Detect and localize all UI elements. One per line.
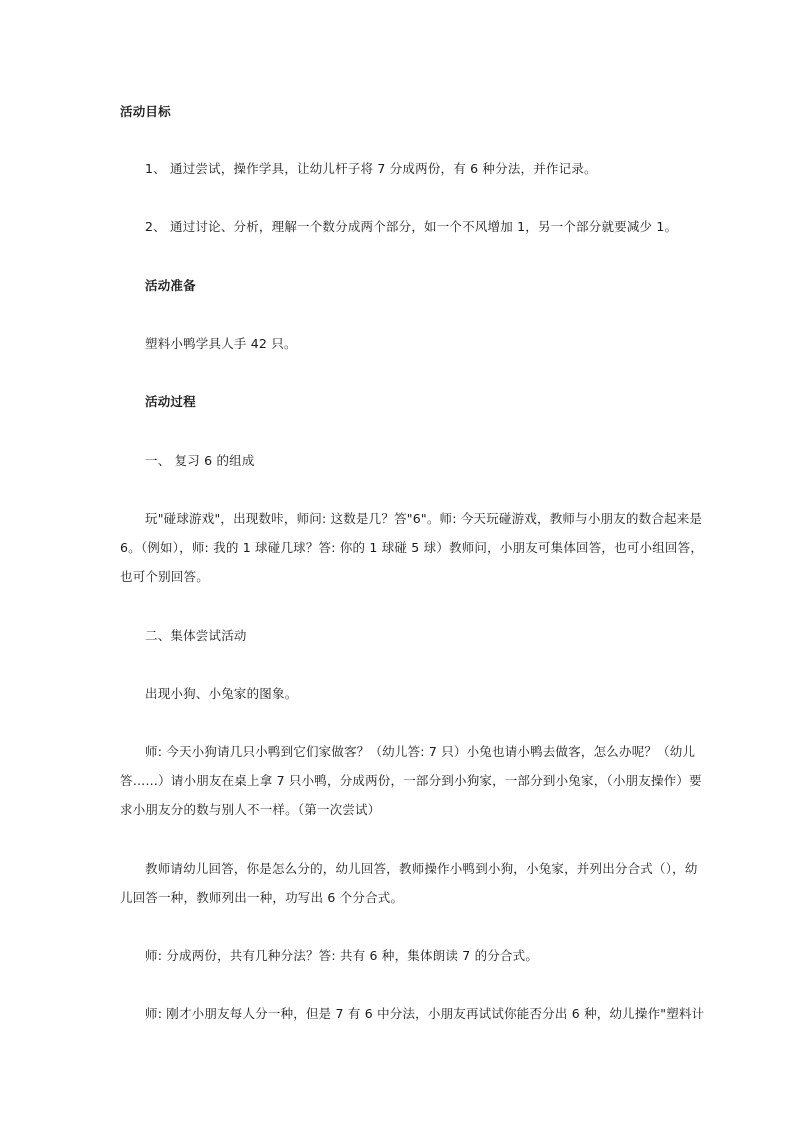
- heading-activity-goals: 活动目标: [120, 104, 171, 119]
- paragraph-1-line-2: 6。（例如），师: 我的 1 球碰几球？答: 你的 1 球碰 5 球）教师问，小朋友可集体回答，也可小组回答，: [120, 540, 704, 555]
- paragraph-2: 出现小狗、小兔家的图象。: [145, 686, 298, 701]
- goal-item-1: 1、 通过尝试，操作学具，让幼儿杆子将 7 分成两份，有 6 种分法，并作记录。: [145, 161, 597, 176]
- paragraph-1-line-1: 玩"碰球游戏"，出现数咔，师问: 这数是几？答"6"。师: 今天玩碰游戏，教师与小朋友的数合起来是: [145, 511, 703, 526]
- section-2-title: 二、集体尝试活动: [145, 628, 247, 643]
- paragraph-4-line-1: 教师请幼儿回答，你是怎么分的，幼儿回答，教师操作小鸭到小狗，小兔家，并列出分合式（），幼: [145, 861, 698, 876]
- paragraph-1-line-3: 也可个别回答。: [120, 569, 209, 584]
- section-1-title: 一、 复习 6 的组成: [145, 453, 255, 468]
- preparation-text: 塑料小鸭学具人手 42 只。: [145, 336, 297, 351]
- heading-activity-process: 活动过程: [145, 394, 196, 409]
- paragraph-3-line-2: 答……）请小朋友在桌上拿 7 只小鸭，分成两份，一部分到小狗家，一部分到小兔家，（小朋友操作）要: [120, 773, 702, 788]
- paragraph-4-line-2: 儿回答一种，教师列出一种，功写出 6 个分合式。: [120, 890, 404, 905]
- paragraph-5: 师: 分成两份，共有几种分法？答: 共有 6 种，集体朗读 7 的分合式。: [145, 948, 539, 963]
- goal-item-2: 2、 通过讨论、分析，理解一个数分成两个部分，如一个不风增加 1，另一个部分就要减少 1。: [145, 219, 678, 234]
- paragraph-6: 师: 刚才小朋友每人分一种，但是 7 有 6 中分法，小朋友再试试你能否分出 6 种，幼儿操作"塑料计: [145, 1006, 705, 1021]
- paragraph-3-line-3: 求小朋友分的数与别人不一样。（第一次尝试）: [120, 802, 381, 817]
- heading-activity-preparation: 活动准备: [145, 278, 196, 293]
- paragraph-3-line-1: 师: 今天小狗请几只小鸭到它们家做客？（幼儿答: 7 只）小兔也请小鸭去做客，怎么办呢？（幼儿: [145, 744, 696, 759]
